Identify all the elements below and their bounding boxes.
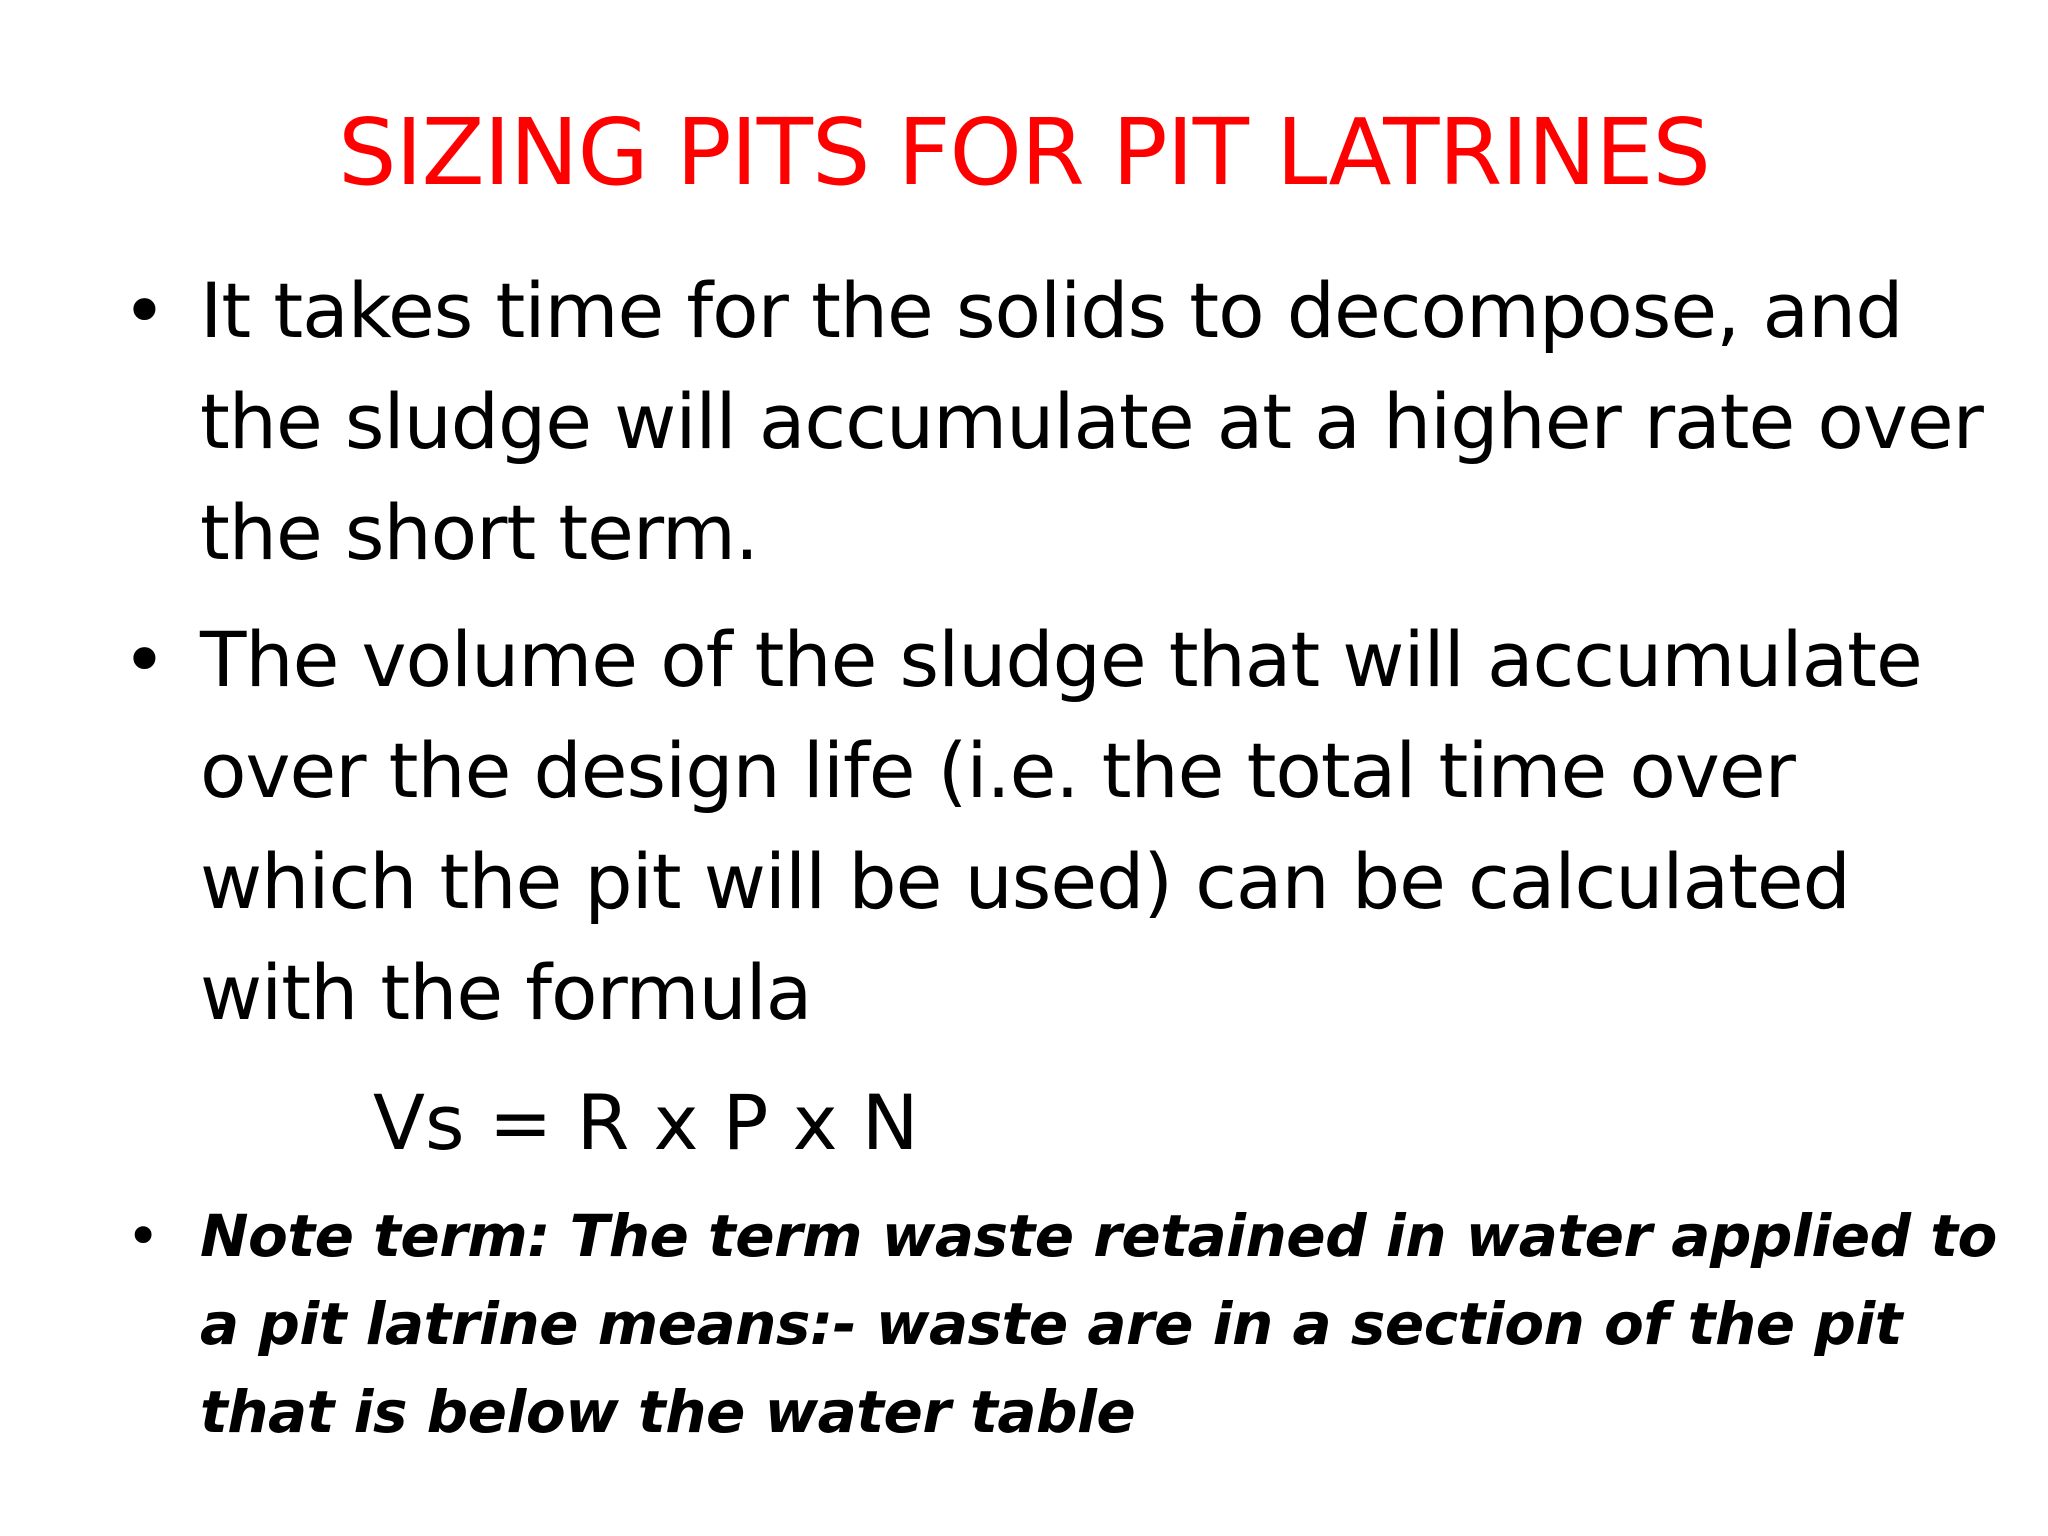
bullet-text: It takes time for the solids to decompose, and the sludge will accumulate at a higher rate over the short term. (200, 266, 1983, 577)
note-text: Note term: The term waste retained in water applied to a pit latrine means:- waste are in a section of the pit that is below the water table (200, 1202, 1997, 1446)
bullet-item (122, 604, 2000, 1048)
bullet-item (122, 255, 2000, 588)
note-item (126, 1192, 2000, 1456)
bullet-icon: • (122, 266, 166, 355)
bullet-text: The volume of the sludge that will accumulate over the design life (i.e. the total time over which the pit will be used) can be calculated with the formula (200, 615, 1922, 1037)
bullet-icon: • (122, 615, 166, 704)
slide-title: SIZING PITS FOR PIT LATRINES (338, 99, 1710, 206)
formula: Vs = R x P x N (373, 1078, 919, 1167)
bullet-icon: • (126, 1202, 160, 1270)
